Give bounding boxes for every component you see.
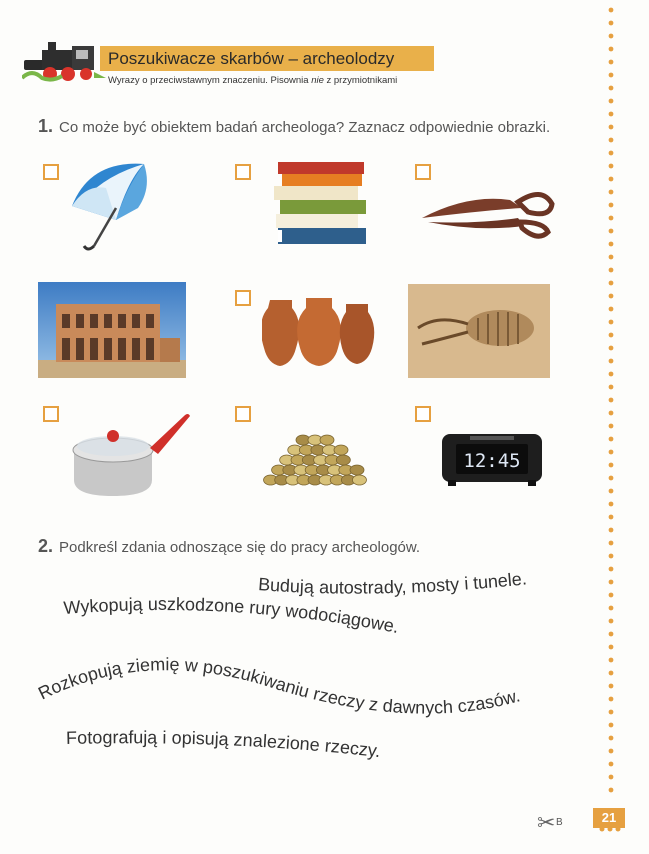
coins-picture xyxy=(258,422,372,490)
border-dot xyxy=(609,333,614,338)
border-dot xyxy=(609,515,614,520)
border-dot xyxy=(609,99,614,104)
task-number: 2. xyxy=(38,536,54,556)
border-dot xyxy=(609,138,614,143)
sentence-3: Rozkopują ziemię w poszukiwaniu rzeczy z dawnych czasów. xyxy=(35,654,523,718)
border-dot xyxy=(609,229,614,234)
border-dot xyxy=(609,671,614,676)
border-dot xyxy=(609,736,614,741)
border-dot xyxy=(609,788,614,793)
border-dot xyxy=(609,177,614,182)
border-dot xyxy=(609,359,614,364)
sentence-2: Wykopują uszkodzone rury wodociągowe. xyxy=(62,594,401,637)
task-text: Co może być obiektem badań archeologa? Zaznacz odpowiednie obrazki. xyxy=(59,119,551,136)
task-number: 1. xyxy=(38,116,54,136)
border-dot xyxy=(609,437,614,442)
border-dot xyxy=(609,190,614,195)
clock-display: 12:45 xyxy=(463,450,521,472)
border-dot xyxy=(609,268,614,273)
clock-picture xyxy=(440,430,544,488)
border-dot xyxy=(609,73,614,78)
page-number: 21 xyxy=(593,808,625,828)
checkbox-clock[interactable] xyxy=(415,406,431,422)
ruins-picture xyxy=(38,282,186,378)
sentence-4: Fotografują i opisują znalezione rzeczy. xyxy=(65,727,382,762)
border-dot xyxy=(609,489,614,494)
border-dot xyxy=(609,411,614,416)
border-dot xyxy=(609,463,614,468)
border-dot xyxy=(609,34,614,39)
border-dot xyxy=(609,528,614,533)
border-dot xyxy=(609,398,614,403)
border-dot xyxy=(609,606,614,611)
task-1-instruction xyxy=(38,116,550,137)
border-dot xyxy=(609,203,614,208)
border-dot xyxy=(609,697,614,702)
border-dot xyxy=(609,710,614,715)
border-dot xyxy=(609,658,614,663)
border-dot xyxy=(609,723,614,728)
border-dot xyxy=(609,125,614,130)
border-dot xyxy=(609,502,614,507)
subtitle-part: Wyrazy o przeciwstawnym znaczeniu. Pisownia xyxy=(108,75,312,86)
coin xyxy=(336,455,350,465)
page-subtitle xyxy=(108,75,397,86)
border-dot xyxy=(609,593,614,598)
border-dot xyxy=(609,645,614,650)
border-dot xyxy=(609,762,614,767)
border-dot xyxy=(609,450,614,455)
border-dot xyxy=(609,242,614,247)
checkbox-saucepan[interactable] xyxy=(43,406,59,422)
sentence-1: Budują autostrady, mosty i tunele. xyxy=(257,568,528,598)
border-dot xyxy=(609,255,614,260)
border-dot xyxy=(609,476,614,481)
border-dot xyxy=(609,619,614,624)
border-dot xyxy=(609,60,614,65)
pots-picture xyxy=(262,296,378,368)
subtitle-part: z przymiotnikami xyxy=(323,75,398,86)
coin xyxy=(352,475,366,485)
border-dot xyxy=(609,151,614,156)
umbrella-picture xyxy=(66,158,166,254)
border-dot xyxy=(609,8,614,13)
checkbox-shears[interactable] xyxy=(415,164,431,180)
task-text: Podkreśl zdania odnoszące się do pracy archeologów. xyxy=(59,539,421,556)
page-title: Poszukiwacze skarbów – archeolodzy xyxy=(108,49,395,68)
books-picture xyxy=(270,160,370,250)
border-dot xyxy=(609,749,614,754)
border-dot xyxy=(609,164,614,169)
coin xyxy=(320,435,334,445)
checkbox-coins[interactable] xyxy=(235,406,251,422)
border-dot xyxy=(609,385,614,390)
border-dot xyxy=(609,554,614,559)
border-dot xyxy=(609,632,614,637)
border-dot xyxy=(609,281,614,286)
level-label: B xyxy=(556,817,563,828)
page-number-wheels-icon xyxy=(597,826,623,832)
border-dot xyxy=(609,21,614,26)
border-dot xyxy=(609,372,614,377)
border-dot xyxy=(609,320,614,325)
fossil-picture xyxy=(408,284,550,378)
task-2-instruction xyxy=(38,536,420,557)
border-dot xyxy=(609,307,614,312)
border-dot xyxy=(609,86,614,91)
border-dot xyxy=(609,112,614,117)
checkbox-books[interactable] xyxy=(235,164,251,180)
border-dot xyxy=(609,216,614,221)
border-dot xyxy=(609,567,614,572)
sentences-area xyxy=(0,560,600,800)
coin xyxy=(334,445,348,455)
subtitle-emphasis: nie xyxy=(311,75,324,86)
checkbox-umbrella[interactable] xyxy=(43,164,59,180)
dotted-border xyxy=(604,0,618,854)
scissors-icon: ✂ xyxy=(537,810,556,835)
border-dot xyxy=(609,294,614,299)
border-dot xyxy=(609,775,614,780)
border-dot xyxy=(609,684,614,689)
train-icon xyxy=(22,38,108,84)
border-dot xyxy=(609,47,614,52)
border-dot xyxy=(609,541,614,546)
border-dot xyxy=(609,346,614,351)
saucepan-picture xyxy=(66,408,190,500)
border-dot xyxy=(609,580,614,585)
coin xyxy=(350,465,364,475)
shears-picture xyxy=(418,188,558,240)
checkbox-pots[interactable] xyxy=(235,290,251,306)
border-dot xyxy=(609,424,614,429)
